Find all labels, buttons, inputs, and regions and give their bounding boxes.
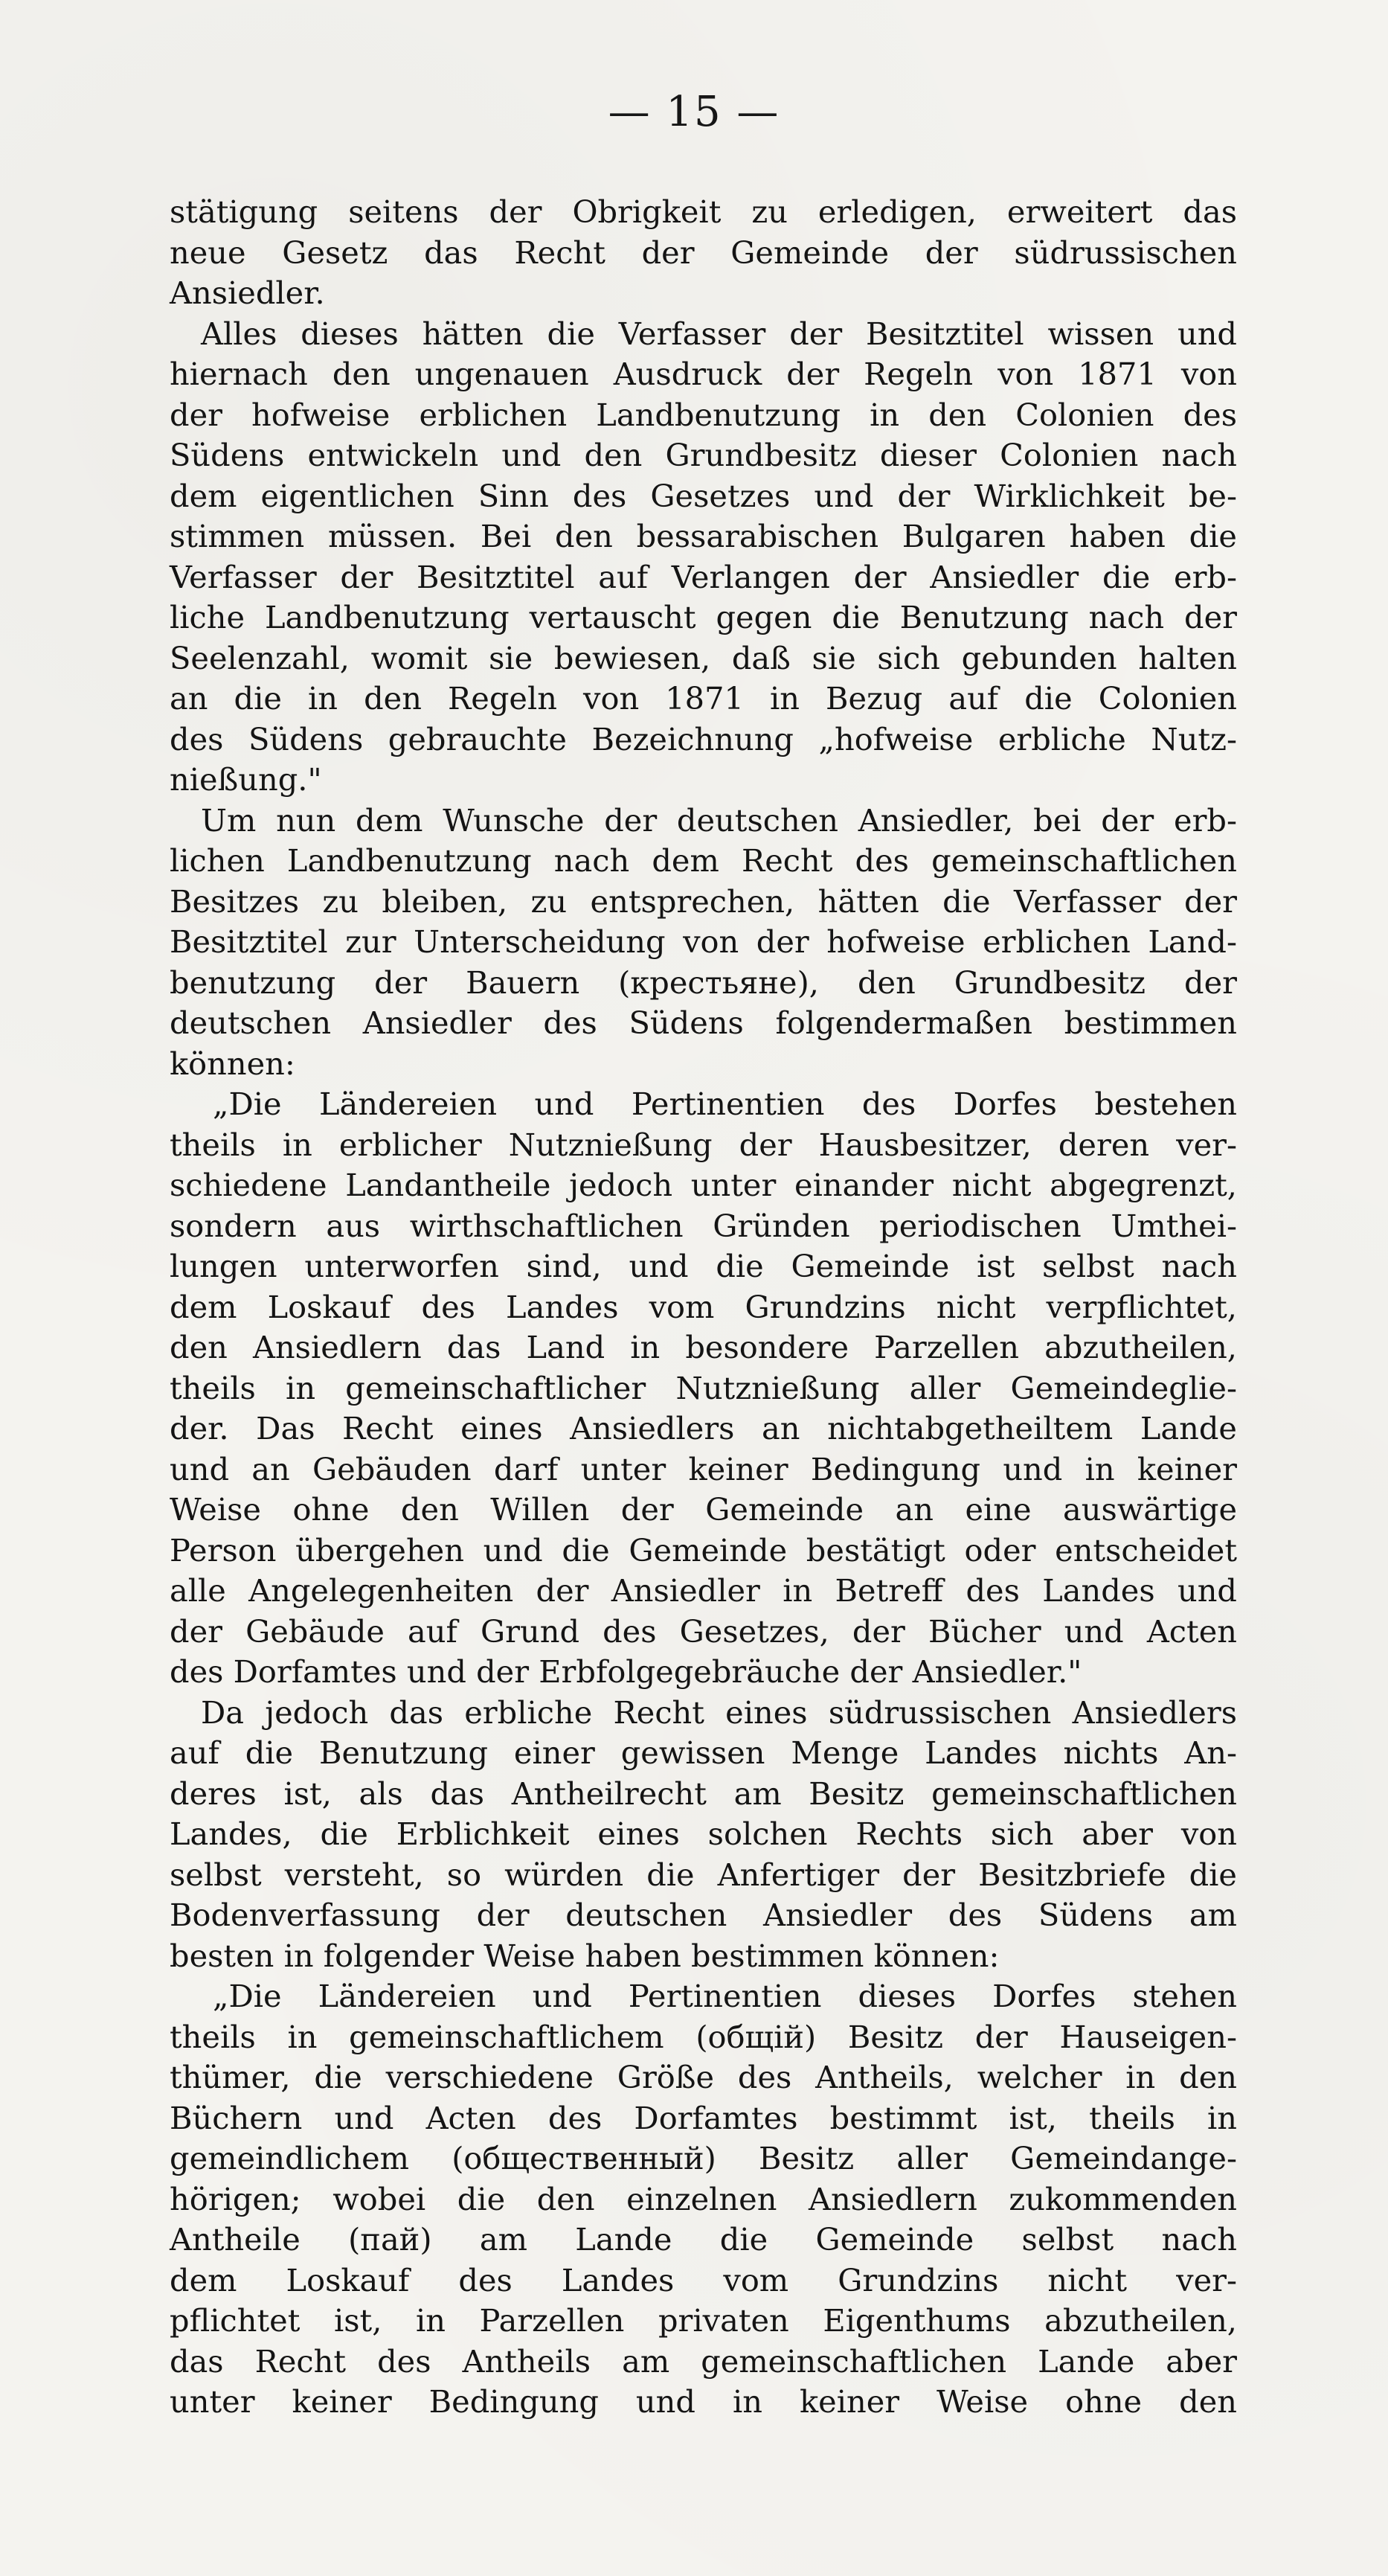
text-line: deutschen Ansiedler des Südens folgendermaßen bestimmen	[170, 1005, 1237, 1041]
text-line: Besitzes zu bleiben, zu entsprechen, hätten die Verfasser der	[170, 882, 1237, 920]
text-line: auf die Benutzung einer gewissen Menge Landes nichts An-	[170, 1734, 1237, 1771]
text-line: theils in gemeinschaftlicher Nutznießung aller Gemeindeglie-	[170, 1369, 1237, 1406]
text-line: stimmen müssen. Bei den bessarabischen Bulgaren haben die	[170, 518, 1237, 554]
text-line: und an Gebäuden darf unter keiner Bedingung und in keiner	[170, 1450, 1237, 1487]
text-line: Verfasser der Besitztitel auf Verlangen der Ansiedler die erb-	[170, 558, 1237, 595]
text-line: hörigen; wobei die den einzelnen Ansiedlern zukommenden	[170, 2180, 1237, 2217]
text-line: pflichtet ist, in Parzellen privaten Eigenthums abzutheilen,	[170, 2302, 1237, 2339]
paragraph-5	[170, 1693, 1237, 1977]
text-line: Bodenverfassung der deutschen Ansiedler des Südens am	[170, 1897, 1237, 1933]
text-line: Antheile (пай) am Lande die Gemeinde selbst nach	[170, 2221, 1237, 2258]
text-line: neue Gesetz das Recht der Gemeinde der südrussischen	[170, 234, 1237, 271]
text-line: dem eigentlichen Sinn des Gesetzes und der Wirklichkeit be-	[170, 477, 1237, 514]
text-line: können:	[170, 1045, 295, 1082]
text-line: „Die Ländereien und Pertinentien dieses Dorfes stehen	[213, 1978, 1237, 2014]
text-line: Da jedoch das erbliche Recht eines südrussischen Ansiedlers	[201, 1694, 1237, 1731]
paragraph-1	[170, 192, 1237, 314]
text-line: das Recht des Antheils am gemeinschaftlichen Lande aber	[170, 2342, 1237, 2380]
text-line: gemeindlichem (общественный) Besitz aller Gemeindange-	[170, 2140, 1237, 2176]
text-line: Person übergehen und die Gemeinde bestätigt oder entscheidet	[170, 1531, 1237, 1569]
text-line: schiedene Landantheile jedoch unter einander nicht abgegrenzt,	[170, 1167, 1237, 1203]
text-line: an die in den Regeln von 1871 in Bezug auf die Colonien	[170, 680, 1237, 717]
text-line: Weise ohne den Willen der Gemeinde an eine auswärtige	[170, 1491, 1237, 1528]
text-line: des Dorfamtes und der Erbfolgegebräuche der Ansiedler."	[170, 1653, 1082, 1690]
text-line: hiernach den ungenauen Ausdruck der Regeln von 1871 von	[170, 356, 1237, 392]
text-line: der. Das Recht eines Ansiedlers an nichtabgetheiltem Lande	[170, 1410, 1237, 1446]
text-line: deres ist, als das Antheilrecht am Besitz gemeinschaftlichen	[170, 1775, 1237, 1812]
text-line: liche Landbenutzung vertauscht gegen die Benutzung nach der	[170, 599, 1237, 635]
text-line: Um nun dem Wunsche der deutschen Ansiedler, bei der erb-	[201, 801, 1237, 839]
text-line: der Gebäude auf Grund des Gesetzes, der Bücher und Acten	[170, 1612, 1237, 1650]
text-line: Seelenzahl, womit sie bewiesen, daß sie sich gebunden halten	[170, 639, 1237, 676]
text-line: Landes, die Erblichkeit eines solchen Rechts sich aber von	[170, 1816, 1237, 1852]
text-line: thümer, die verschiedene Größe des Antheils, welcher in den	[170, 2059, 1237, 2095]
text-line: selbst versteht, so würden die Anfertiger der Besitzbriefe die	[170, 1856, 1237, 1893]
paragraph-2	[170, 314, 1237, 801]
text-line: sondern aus wirthschaftlichen Gründen periodischen Umthei-	[170, 1207, 1237, 1244]
text-line: den Ansiedlern das Land in besondere Parzellen abzutheilen,	[170, 1329, 1237, 1365]
text-line: unter keiner Bedingung und in keiner Weise ohne den	[170, 2383, 1237, 2420]
text-line: nießung."	[170, 761, 322, 798]
text-line: theils in erblicher Nutznießung der Hausbesitzer, deren ver-	[170, 1126, 1237, 1163]
body-text	[170, 192, 1237, 2423]
text-line: Büchern und Acten des Dorfamtes bestimmt ist, theils in	[170, 2099, 1237, 2136]
text-line: besten in folgender Weise haben bestimmen können:	[170, 1937, 1000, 1974]
text-line: lichen Landbenutzung nach dem Recht des gemeinschaftlichen	[170, 842, 1237, 879]
paragraph-3	[170, 801, 1237, 1085]
text-line: alle Angelegenheiten der Ansiedler in Betreff des Landes und	[170, 1572, 1237, 1609]
paragraph-6-quote	[170, 1976, 1237, 2423]
text-line: Ansiedler.	[170, 275, 325, 311]
text-line: stätigung seitens der Obrigkeit zu erledigen, erweitert das	[170, 193, 1237, 230]
text-line: benutzung der Bauern (крестьяне), den Grundbesitz der	[170, 964, 1237, 1001]
text-line: des Südens gebrauchte Bezeichnung „hofweise erbliche Nutz-	[170, 720, 1237, 757]
paragraph-4-quote	[170, 1084, 1237, 1693]
text-line: Alles dieses hätten die Verfasser der Besitztitel wissen und	[201, 315, 1237, 352]
page-number: — 15 —	[608, 88, 780, 136]
text-line: Besitztitel zur Unterscheidung von der hofweise erblichen Land-	[170, 923, 1237, 960]
text-line: lungen unterworfen sind, und die Gemeinde ist selbst nach	[170, 1248, 1237, 1284]
text-line: theils in gemeinschaftlichem (общій) Besitz der Hauseigen-	[170, 2018, 1237, 2055]
text-line: dem Loskauf des Landes vom Grundzins nicht verpflichtet,	[170, 1288, 1237, 1325]
text-line: Südens entwickeln und den Grundbesitz dieser Colonien nach	[170, 437, 1237, 473]
text-line: der hofweise erblichen Landbenutzung in den Colonien des	[170, 396, 1237, 433]
text-line: dem Loskauf des Landes vom Grundzins nicht ver-	[170, 2261, 1237, 2298]
text-line: „Die Ländereien und Pertinentien des Dorfes bestehen	[213, 1086, 1237, 1122]
